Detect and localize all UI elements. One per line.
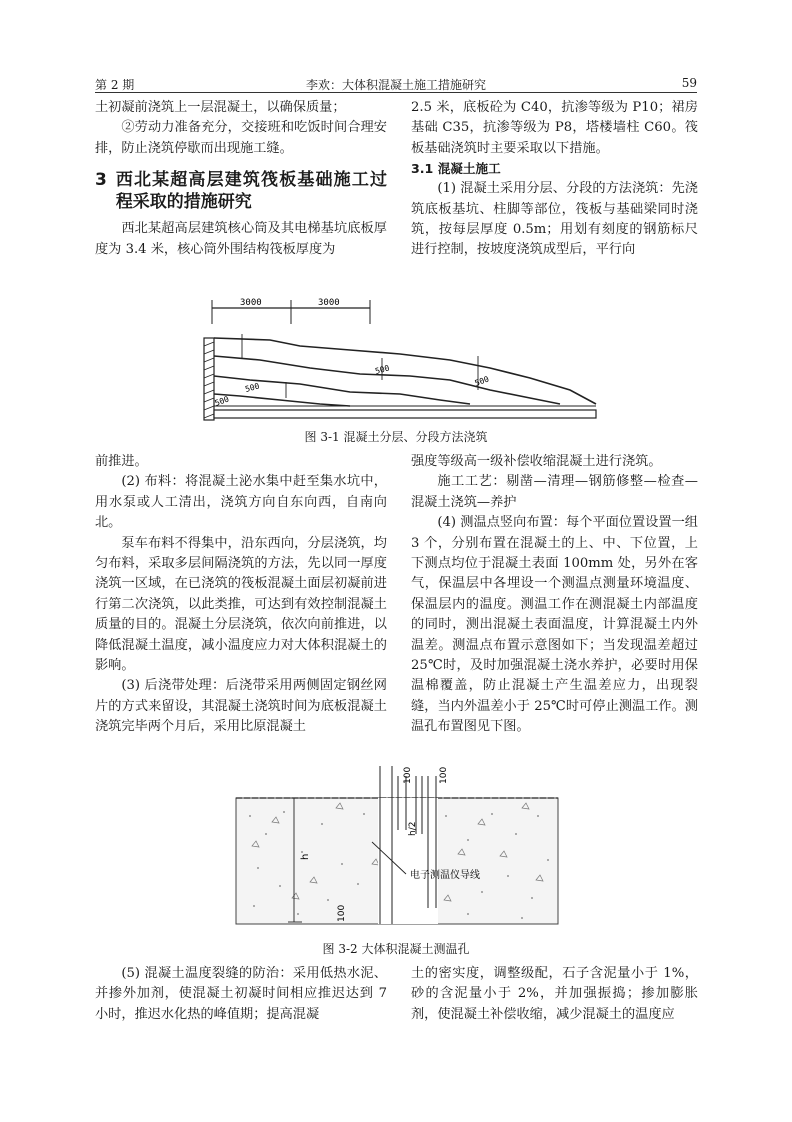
paragraph: (1) 混凝土采用分层、分段的方法浇筑：先浇筑底板基坑、柱脚等部位，筏板与基础梁同时浇筑，按每层厚度 0.5m；用划有刻度的钢筋标尺进行控制，按坡度浇筑成型后，平行向 bbox=[411, 181, 698, 258]
section-heading bbox=[95, 169, 387, 213]
paragraph: 土的密实度，调整级配，石子含泥量小于 1%，砂的含泥量小于 2%，并加强振捣；掺加膨胀剂，使混凝土补偿收缩，减少混凝土的温度应 bbox=[411, 966, 698, 1022]
figure-caption: 图 3-1 混凝土分层、分段方法浇筑 bbox=[304, 430, 488, 444]
figure-layered-pouring bbox=[200, 294, 600, 422]
dimension-label: 3000 bbox=[318, 298, 340, 308]
header-rule bbox=[95, 92, 697, 93]
issue-number: 第 2 期 bbox=[95, 78, 135, 92]
height-label: h bbox=[300, 853, 311, 860]
depth-label: 100 bbox=[403, 766, 413, 784]
paragraph: 泵车布料不得集中，沿东西向，分层浇筑，均匀布料，采取多层间隔浇筑的方法，先以同一厚度浇筑一区域，在已浇筑的筏板混凝土面层初凝前进行第二次浇筑，以此类推，可达到有效控制混凝土质量的目的。混凝土分层浇筑，依次向前推进，以降低混凝土温度，减小温度应力对大体积混凝土的影响。 bbox=[95, 535, 387, 674]
subsection-title: 3.1 混凝土施工 bbox=[411, 161, 501, 177]
paragraph: 前推进。 bbox=[95, 454, 148, 469]
paragraph: ②劳动力准备充分，交接班和吃饭时间合理安排，防止浇筑停歇而出现施工缝。 bbox=[95, 120, 387, 156]
bottom-right-column bbox=[411, 964, 698, 1025]
paragraph: (5) 混凝土温度裂缝的防治：采用低热水泥、并掺外加剂，使混凝土初凝时间相应推迟达到 7 小时，推迟水化热的峰值期；提高混凝 bbox=[95, 966, 387, 1022]
depth-label: 100 bbox=[439, 766, 449, 784]
layer-thickness-label: 500 bbox=[213, 394, 231, 408]
paragraph: 2.5 米，底板砼为 C40，抗渗等级为 P10；裙房基础 C35，抗渗等级为 P8，塔楼墙柱 C60。筏板基础浇筑时主要采取以下措施。 bbox=[411, 100, 698, 156]
paragraph: 西北某超高层建筑核心筒及其电梯基坑底板厚度为 3.4 米，核心筒外围结构筏板厚度为 bbox=[95, 221, 387, 257]
paragraph: (3) 后浇带处理：后浇带采用两侧固定钢丝网片的方式来留设，其混凝土浇筑时间为底板混凝土浇筑完毕两个月后，采用比原混凝土 bbox=[95, 678, 387, 735]
top-right-column bbox=[411, 98, 698, 261]
paragraph: 强度等级高一级补偿收缩混凝土进行浇筑。 bbox=[411, 454, 662, 469]
depth-label: 100 bbox=[337, 904, 347, 922]
paragraph: (4) 测温点竖向布置：每个平面位置设置一组 3 个，分别布置在混凝土的上、中、下位置，上下测点均位于混凝土表面 100mm 处，另外在客气，保温层中各埋设一个测温点测量环境温度、保温层内的温度。测温工作在测混凝土内部温度的同时，测出混凝土表面温度，计算混凝土内外温差。测温点布置示意图如下；当发现温差超过 25℃时，及时加强混凝土浇水养护，必要时用保温棉覆盖，防止混凝土产生温差应力，出现裂缝，当内外温差小于 25℃时可停止测温工作。测温孔布置图见下图。 bbox=[411, 515, 698, 735]
page-header bbox=[95, 74, 697, 94]
section-number: 3 bbox=[95, 170, 107, 191]
layer-thickness-label: 500 bbox=[244, 381, 261, 394]
mid-left-column bbox=[95, 452, 387, 738]
layer-thickness-label: 500 bbox=[473, 374, 491, 388]
page-number: 59 bbox=[681, 76, 697, 90]
paragraph: 施工工艺：剔凿—清理—钢筋修整—检查—混凝土浇筑—养护 bbox=[411, 474, 698, 510]
section-title: 西北某超高层建筑筏板基础施工过程采取的措施研究 bbox=[115, 170, 387, 213]
paragraph: 土初凝前浇筑上一层混凝土，以确保质量； bbox=[95, 100, 346, 115]
running-title: 李欢：大体积混凝土施工措施研究 bbox=[305, 78, 486, 92]
mid-right-column bbox=[411, 452, 698, 738]
bottom-left-column bbox=[95, 964, 387, 1025]
figure-temperature-holes bbox=[232, 764, 564, 928]
layered-pouring-diagram bbox=[200, 294, 600, 422]
figure-caption: 图 3-2 大体积混凝土测温孔 bbox=[322, 942, 470, 956]
layer-thickness-label: 500 bbox=[374, 363, 391, 376]
temperature-hole-diagram bbox=[232, 764, 564, 928]
half-height-label: h/2 bbox=[408, 821, 418, 836]
paragraph: (2) 布料：将混凝土泌水集中赶至集水坑中，用水泵或人工清出，浇筑方向自东向西，自南向北。 bbox=[95, 474, 387, 531]
top-left-column bbox=[95, 98, 387, 260]
dimension-label: 3000 bbox=[240, 298, 262, 308]
wire-label: 电子测温仪导线 bbox=[410, 870, 480, 881]
